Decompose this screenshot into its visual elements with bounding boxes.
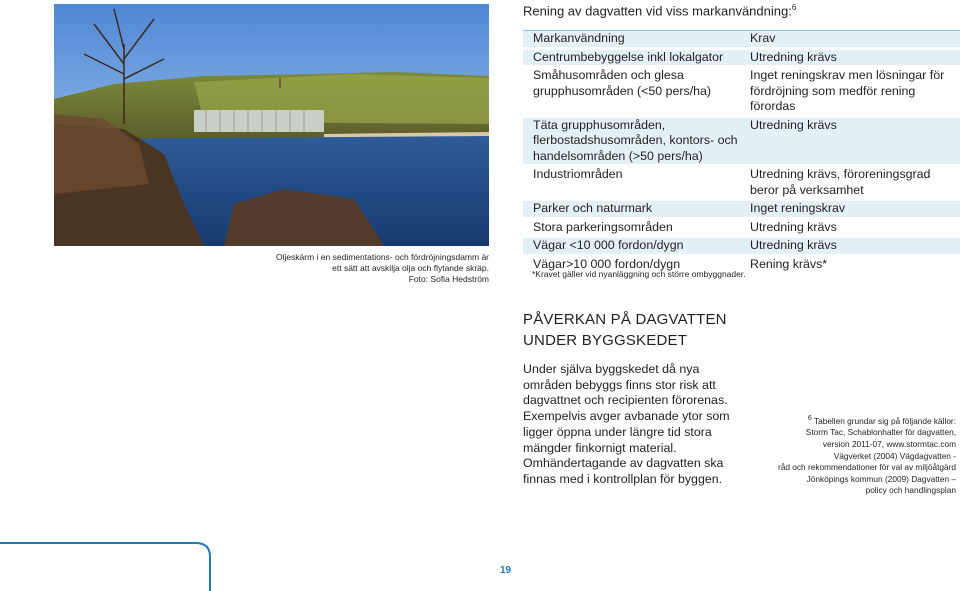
sources-note [770,413,956,497]
land-use-cell: Täta grupphusområden, flerbostadshusområden, kontors- och handelsområden (>50 pers/ha) [523,118,740,165]
table-title-text: Rening av dagvatten vid viss markanvändning: [523,3,792,19]
table-row [523,68,960,115]
land-use-cell: Industriområden [533,167,623,181]
footnote-ref: 6 [791,3,797,12]
page-corner-decoration [0,540,212,591]
table-row [523,201,960,217]
table-header-row [523,30,960,47]
source-line: Jönköpings kommun (2009) Dagvatten – [806,473,956,484]
source-line: Vägverket (2004) Vägdagvatten - [833,450,956,461]
requirement-cell: Utredning krävs [750,219,837,234]
source-line: råd och rekommendationer för val av miljöåtgärd [777,462,956,473]
photo-caption [270,252,489,285]
requirement-cell: Inget reningskrav [740,201,960,217]
source-line: version 2011-07, www.stormtac.com [822,438,956,449]
table-row [523,220,960,236]
sedimentation-pond-photo [54,4,489,246]
table-footnote: *Kravet gäller vid nyanläggning och större ombyggnader. [532,269,746,279]
source-line: Storm Tac, Schablonhalter för dagvatten, [805,427,956,438]
requirement-cell: Utredning krävs [740,238,960,254]
requirement-cell: Inget reningskrav men lösningar för fördröjning som medför rening förordas [750,68,945,113]
section-body: Under själva byggskedet då nya områden bebyggs finns stor risk att dagvattnet och recipienten förorenas. Exempelvis avger avbanade ytor som ligger öppna under längre tid stora mängder finkornigt material. Omhändertagande av dagvatten ska finnas med i kontrollplan för byggen. [523,362,730,486]
source-line: policy och handlingsplan [865,485,956,496]
source-line: Tabellen grundar sig på följande källor: [813,415,956,426]
requirement-cell: Utredning krävs [740,118,960,165]
requirement-cell: Rening krävs* [750,256,828,271]
caption-line: ett sätt att avskilja olja och flytande skräp. [332,263,489,273]
land-use-cell: Centrumbebyggelse inkl lokalgator [523,50,740,66]
land-use-cell: Stora parkeringsområden [533,219,673,234]
table-row [523,167,960,198]
table-row [523,50,960,66]
table-title [523,0,796,19]
land-use-cell: Vägar <10 000 fordon/dygn [523,238,740,254]
requirement-cell: Utredning krävs, föroreningsgrad beror på verksamhet [750,167,931,197]
land-use-cell: Vägar>10 000 fordon/dygn [533,256,681,271]
photo-credit: Foto: Sofia Hedström [408,274,489,284]
requirement-cell: Utredning krävs [740,50,960,66]
land-use-table [523,27,960,275]
column-header-land-use: Markanvändning [523,30,740,47]
page-number: 19 [500,565,512,576]
table-row [523,238,960,254]
section-heading: PÅVERKAN PÅ DAGVATTEN UNDER BYGGSKEDET [523,311,727,349]
land-use-cell: Småhusområden och glesa grupphusområden (<50 pers/ha) [533,68,712,98]
table-row [523,118,960,165]
column-header-requirement: Krav [740,30,960,47]
land-use-cell: Parker och naturmark [523,201,740,217]
caption-line: Oljeskärm i en sedimentations- och fördröjningsdamm är [275,252,489,262]
source-ref-number: 6 [807,415,812,422]
